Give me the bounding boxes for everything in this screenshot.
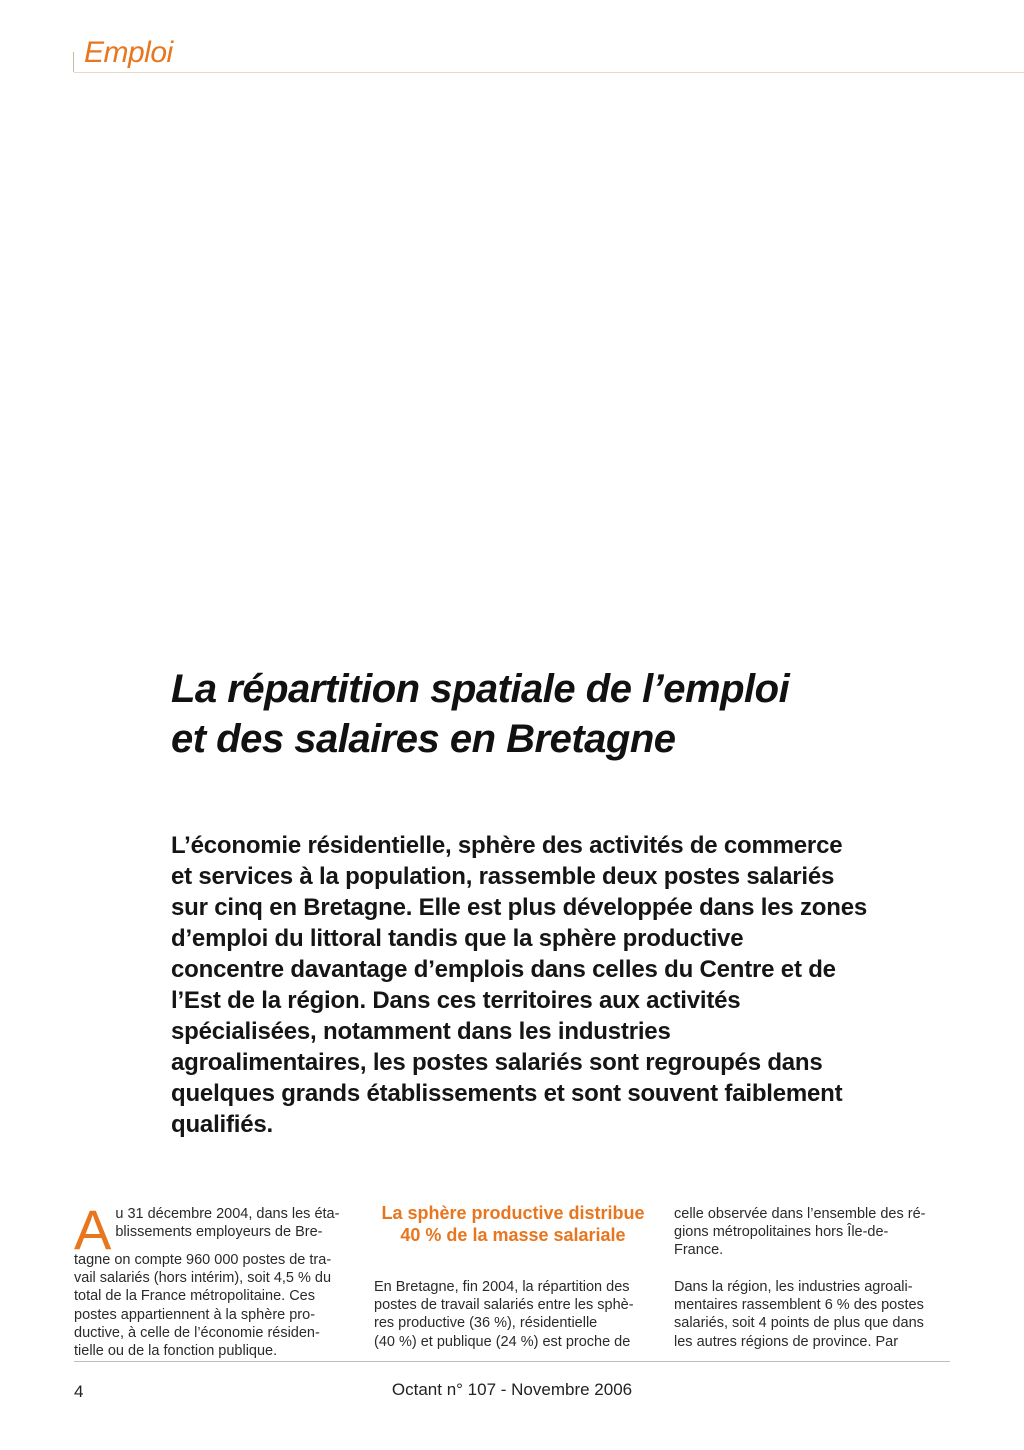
body-line: res productive (36 %), résidentielle bbox=[374, 1315, 598, 1332]
section-subhead bbox=[374, 1202, 652, 1246]
page-number: 4 bbox=[74, 1382, 84, 1401]
body-line: mentaires rassemblent 6 % des postes bbox=[674, 1297, 924, 1314]
body-column-1 bbox=[74, 1198, 352, 1360]
title-line: La répartition spatiale de l’emploi bbox=[171, 667, 790, 711]
body-line: tagne on compte 960 000 postes de tra- bbox=[74, 1252, 332, 1268]
publication-footer: Octant n° 107 - Novembre 2006 bbox=[391, 1380, 633, 1399]
lead-line: quelques grands établissements et sont souvent faiblement bbox=[171, 1080, 843, 1107]
body-line: postes appartiennent à la sphère pro- bbox=[74, 1306, 316, 1323]
body-line: tielle ou de la fonction publique. bbox=[74, 1343, 278, 1360]
lead-line: l’Est de la région. Dans ces territoires aux activités bbox=[171, 987, 741, 1014]
body-column-3-top bbox=[674, 1205, 952, 1260]
body-line: vail salariés (hors intérim), soit 4,5 % du bbox=[74, 1270, 332, 1287]
body-line: total de la France métropolitaine. Ces bbox=[74, 1288, 315, 1305]
title-line: et des salaires en Bretagne bbox=[171, 717, 676, 761]
lead-line: sur cinq en Bretagne. Elle est plus développée dans les zones bbox=[171, 894, 868, 921]
body-line: France. bbox=[674, 1242, 724, 1259]
lead-line: qualifiés. bbox=[171, 1111, 274, 1138]
subhead-line: 40 % de la masse salariale bbox=[400, 1225, 626, 1245]
lead-line: concentre davantage d’emplois dans celles du Centre et de bbox=[171, 956, 836, 983]
lead-line: d’emploi du littoral tandis que la sphère productive bbox=[171, 925, 744, 952]
body-line: blissements employeurs de Bre- bbox=[115, 1224, 323, 1241]
body-line: postes de travail salariés entre les sphè- bbox=[374, 1297, 634, 1314]
body-line: celle observée dans l’ensemble des ré- bbox=[674, 1206, 926, 1222]
body-line: Dans la région, les industries agroali- bbox=[674, 1279, 913, 1295]
body-line: les autres régions de province. Par bbox=[674, 1333, 899, 1350]
body-line: (40 %) et publique (24 %) est proche de bbox=[374, 1333, 631, 1350]
header-rule bbox=[74, 72, 1024, 73]
lead-line: et services à la population, rassemble deux postes salariés bbox=[171, 863, 835, 890]
body-column-3-bottom bbox=[674, 1278, 952, 1351]
drop-cap: A bbox=[74, 1198, 112, 1261]
section-label: Emploi bbox=[84, 36, 173, 69]
subhead-line: La sphère productive distribue bbox=[381, 1203, 645, 1223]
lead-line: agroalimentaires, les postes salariés sont regroupés dans bbox=[171, 1049, 823, 1076]
article-title bbox=[171, 664, 931, 764]
body-line: gions métropolitaines hors Île-de- bbox=[674, 1224, 889, 1241]
body-line: En Bretagne, fin 2004, la répartition des bbox=[374, 1279, 630, 1295]
body-line: u 31 décembre 2004, dans les éta- bbox=[115, 1206, 340, 1222]
header-tick bbox=[73, 52, 74, 72]
footer-rule bbox=[74, 1361, 950, 1362]
lead-line: L’économie résidentielle, sphère des activités de commerce bbox=[171, 832, 843, 859]
lead-line: spécialisées, notamment dans les industries bbox=[171, 1018, 671, 1045]
body-column-2 bbox=[374, 1278, 652, 1351]
body-line: salariés, soit 4 points de plus que dans bbox=[674, 1315, 924, 1332]
article-lead bbox=[171, 830, 911, 1140]
body-line: ductive, à celle de l’économie résiden- bbox=[74, 1324, 320, 1341]
